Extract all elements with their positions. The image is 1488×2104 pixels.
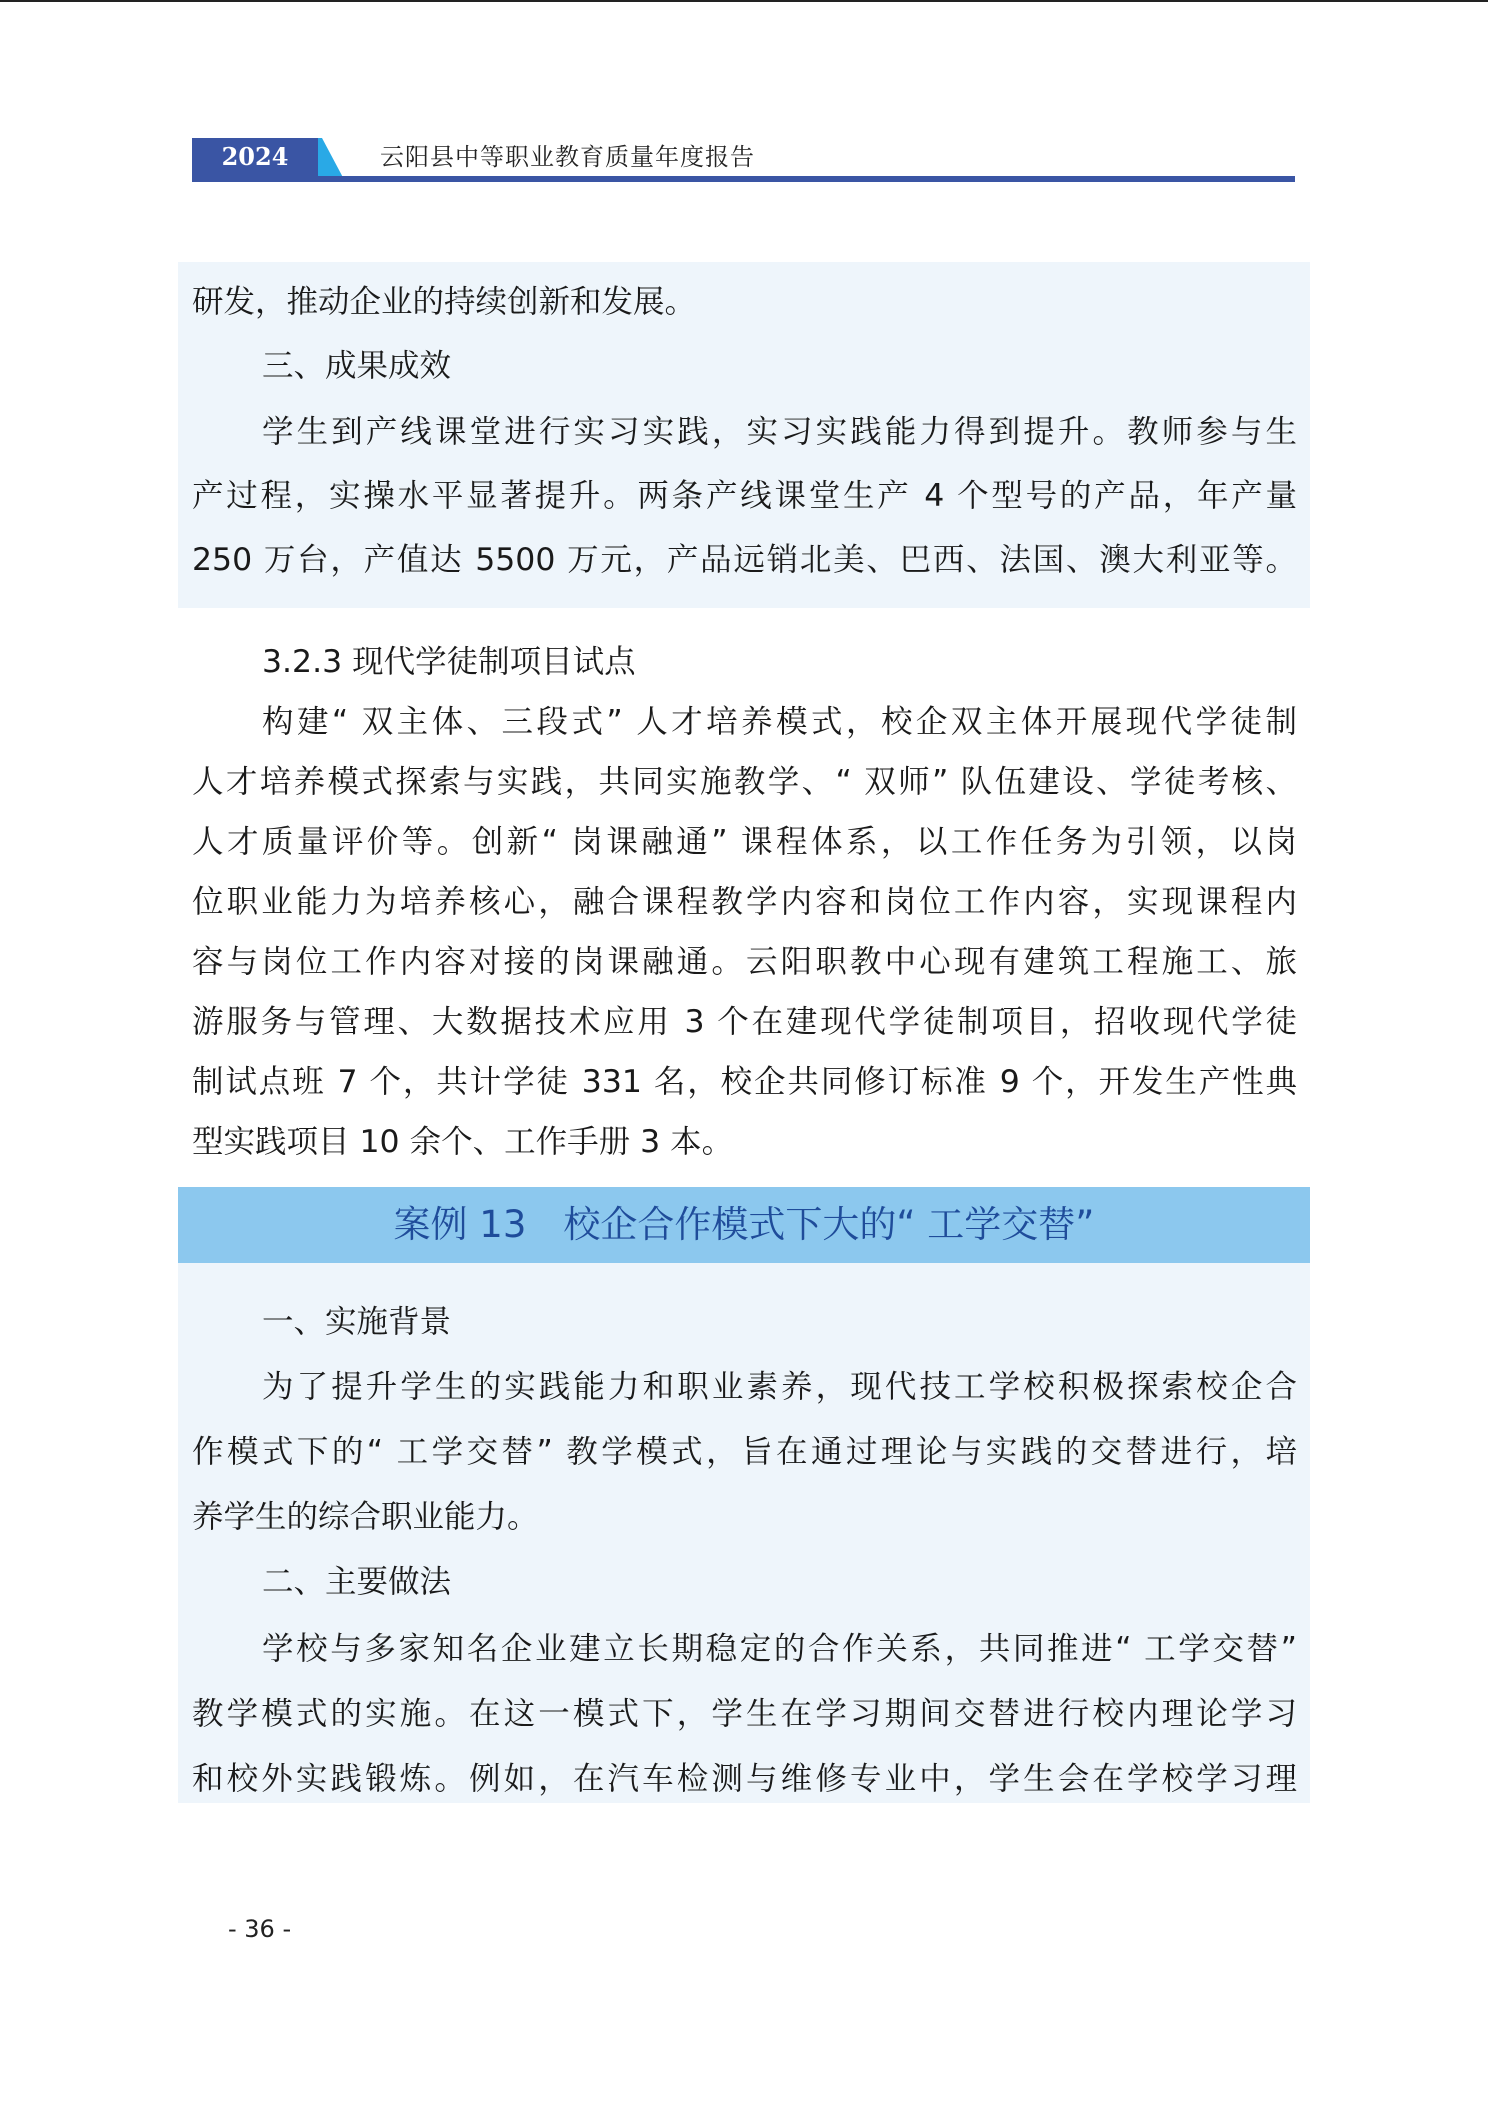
section-paragraph-line: 容与岗位工作内容对接的岗课融通。云阳职教中心现有建筑工程施工、旅 [192,944,1297,980]
section-heading: 3.2.3 现代学徒制项目试点 [262,644,636,680]
case-13-subheading: 二、主要做法 [262,1564,452,1600]
case-13-line: 养学生的综合职业能力。 [192,1499,539,1535]
section-paragraph-line: 游服务与管理、大数据技术应用 3 个在建现代学徒制项目，招收现代学徒 [192,1004,1297,1040]
case-13-line: 学校与多家知名企业建立长期稳定的合作关系，共同推进“ 工学交替” [262,1631,1297,1667]
case-13-line: 教学模式的实施。在这一模式下，学生在学习期间交替进行校内理论学习 [192,1696,1297,1732]
page-number: - 36 - [228,1915,292,1943]
case-prev-line: 学生到产线课堂进行实习实践，实习实践能力得到提升。教师参与生 [262,414,1297,450]
section-paragraph-line: 人才质量评价等。创新“ 岗课融通” 课程体系，以工作任务为引领，以岗 [192,824,1297,860]
case-prev-line: 研发，推动企业的持续创新和发展。 [192,284,697,320]
case-13-title: 案例 13 校企合作模式下大的“ 工学交替” [178,1187,1310,1263]
report-header [192,138,1295,184]
header-year: 2024 [192,138,318,176]
case-prev-line: 250 万台，产值达 5500 万元，产品远销北美、巴西、法国、澳大利亚等。 [192,542,1297,578]
section-paragraph-line: 构建“ 双主体、三段式” 人才培养模式，校企双主体开展现代学徒制 [262,704,1297,740]
case-prev-subheading: 三、成果成效 [262,348,452,384]
section-paragraph-line: 制试点班 7 个，共计学徒 331 名，校企共同修订标准 9 个，开发生产性典 [192,1064,1297,1100]
header-title: 云阳县中等职业教育质量年度报告 [380,143,755,171]
case-13-line: 作模式下的“ 工学交替” 教学模式，旨在通过理论与实践的交替进行，培 [192,1434,1297,1470]
section-paragraph-line: 位职业能力为培养核心，融合课程教学内容和岗位工作内容，实现课程内 [192,884,1297,920]
case-13-subheading: 一、实施背景 [262,1304,452,1340]
case-prev-line: 产过程，实操水平显著提升。两条产线课堂生产 4 个型号的产品，年产量 [192,478,1297,514]
section-paragraph-line: 型实践项目 10 余个、工作手册 3 本。 [192,1124,734,1160]
page-top-border [0,0,1488,2]
header-rule [192,176,1295,182]
section-paragraph-line: 人才培养模式探索与实践，共同实施教学、“ 双师” 队伍建设、学徒考核、 [192,764,1297,800]
case-13-line: 为了提升学生的实践能力和职业素养，现代技工学校积极探索校企合 [262,1369,1297,1405]
case-13-line: 和校外实践锻炼。例如，在汽车检测与维修专业中，学生会在学校学习理 [192,1761,1297,1797]
